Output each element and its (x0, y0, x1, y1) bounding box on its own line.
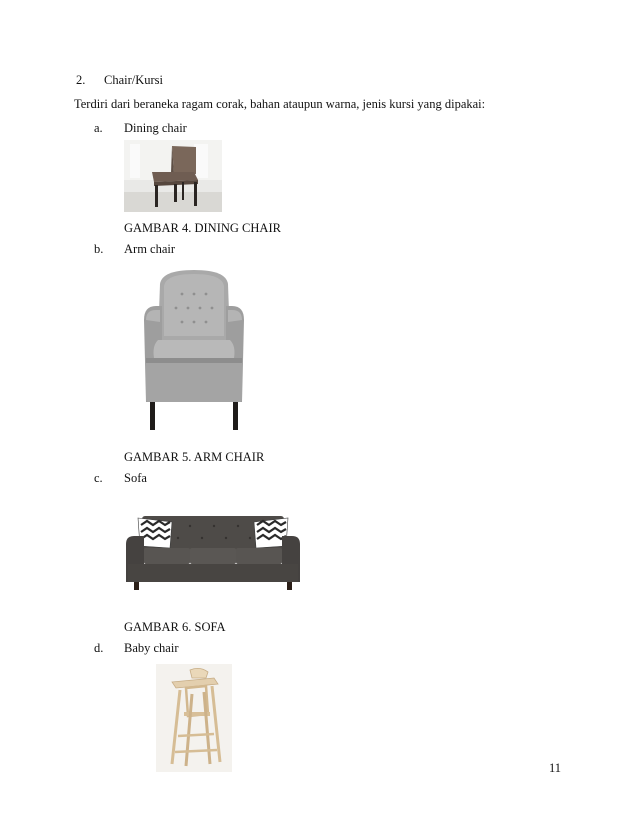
caption-figure-4: GAMBAR 4. DINING CHAIR (124, 221, 281, 235)
intro-paragraph: Terdiri dari beraneka ragam corak, bahan ataupun warna, jenis kursi yang dipakai: (74, 97, 486, 111)
caption-figure-6: GAMBAR 6. SOFA (124, 620, 226, 634)
caption-figure-5: GAMBAR 5. ARM CHAIR (124, 450, 265, 464)
baby-chair-image (156, 664, 232, 772)
item-letter-b: b. (94, 242, 104, 256)
section-title: Chair/Kursi (104, 73, 164, 87)
item-letter-a: a. (94, 121, 103, 135)
arm-chair-image (138, 262, 250, 434)
dining-chair-image (124, 140, 222, 212)
item-letter-d: d. (94, 641, 104, 655)
item-label-sofa: Sofa (124, 471, 147, 485)
item-label-dining-chair: Dining chair (124, 121, 187, 135)
section-number: 2. (76, 73, 86, 87)
item-label-baby-chair: Baby chair (124, 641, 179, 655)
item-label-arm-chair: Arm chair (124, 242, 176, 256)
sofa-image (124, 512, 302, 592)
item-letter-c: c. (94, 471, 103, 485)
page-number: 11 (549, 761, 562, 775)
